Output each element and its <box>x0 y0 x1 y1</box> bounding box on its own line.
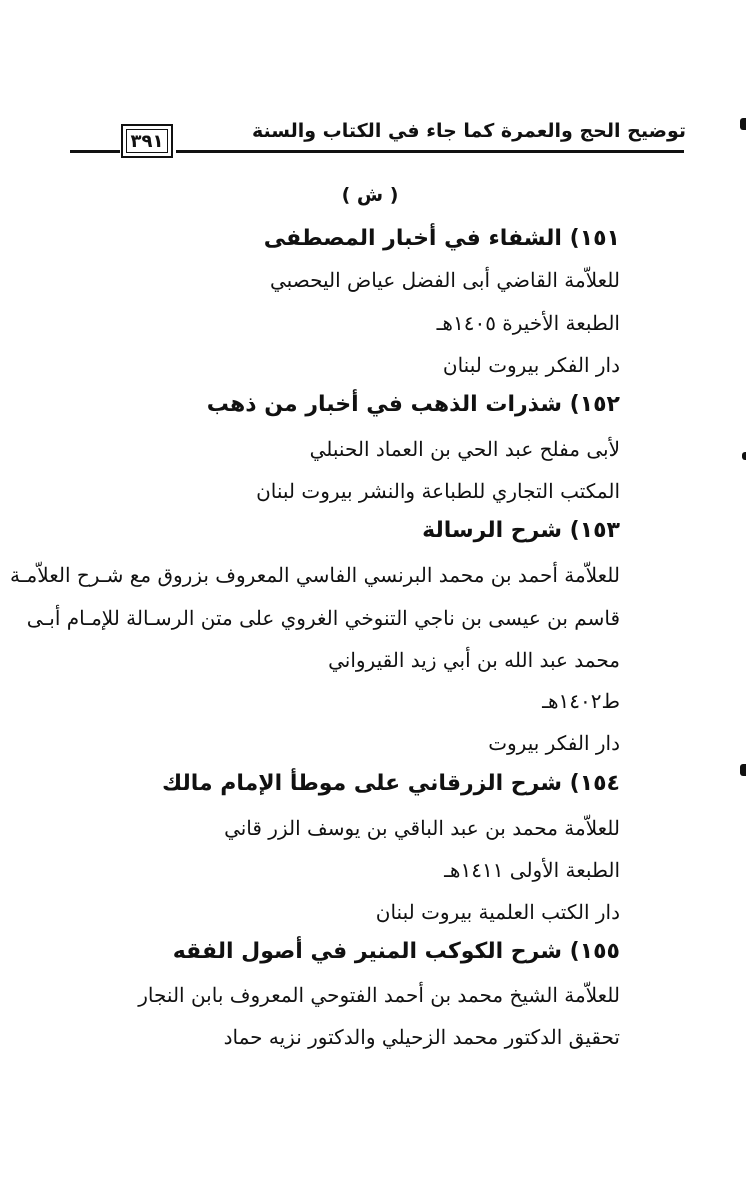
page-number-box <box>121 124 173 158</box>
entry-heading: ١٥٢) شذرات الذهب في أخبار من ذهب <box>206 392 620 417</box>
entry-publisher: دار الفكر بيروت لبنان <box>442 353 620 377</box>
entry-heading: ١٥٤) شرح الزرقاني على موطأ الإمام مالك <box>161 771 620 796</box>
header-rule <box>176 150 684 153</box>
entry-heading: ١٥١) الشفاء في أخبار المصطفى <box>263 226 620 251</box>
edge-mark <box>740 764 746 776</box>
entry-publisher: دار الكتب العلمية بيروت لبنان <box>375 900 620 924</box>
entry-author: للعلاّمة الشيخ محمد بن أحمد الفتوحي المعروف بابن النجار <box>138 983 620 1007</box>
entry-edition: الطبعة الأخيرة ١٤٠٥هـ <box>436 311 620 335</box>
entry-author: للعلاّمة محمد بن عبد الباقي بن يوسف الزر قاني <box>224 816 620 840</box>
running-header-title: توضيح الحج والعمرة كما جاء في الكتاب والسنة <box>251 120 686 142</box>
entry-author: قاسم بن عيسى بن ناجي التنوخي الغروي على متن الرسـالة للإمـام أبـى <box>26 606 620 630</box>
edge-mark <box>740 118 746 130</box>
entry-publisher: المكتب التجاري للطباعة والنشر بيروت لبنان <box>256 479 620 503</box>
entry-author: للعلاّمة أحمد بن محمد البرنسي الفاسي المعروف بزروق مع شـرح العلاّمـة <box>9 563 620 587</box>
edge-mark <box>742 452 746 460</box>
entry-author: للعلاّمة القاضي أبى الفضل عياض اليحصبي <box>270 268 620 292</box>
entry-edition: الطبعة الأولى ١٤١١هـ <box>444 858 620 882</box>
entry-author: لأبى مفلح عبد الحي بن العماد الحنبلي <box>309 437 620 461</box>
entry-author: محمد عبد الله بن أبي زيد القيرواني <box>328 648 620 672</box>
header-rule-left <box>70 150 120 153</box>
entry-heading: ١٥٣) شرح الرسالة <box>422 518 620 543</box>
entry-edition: ط١٤٠٢هـ <box>542 689 620 713</box>
entry-editor: تحقيق الدكتور محمد الزحيلي والدكتور نزيه حماد <box>223 1025 620 1049</box>
page-number: ٣٩١ <box>130 130 164 152</box>
entry-heading: ١٥٥) شرح الكوكب المنير في أصول الفقه <box>172 939 620 964</box>
entry-publisher: دار الفكر بيروت <box>488 731 620 755</box>
section-letter: ( ش ) <box>341 184 399 206</box>
